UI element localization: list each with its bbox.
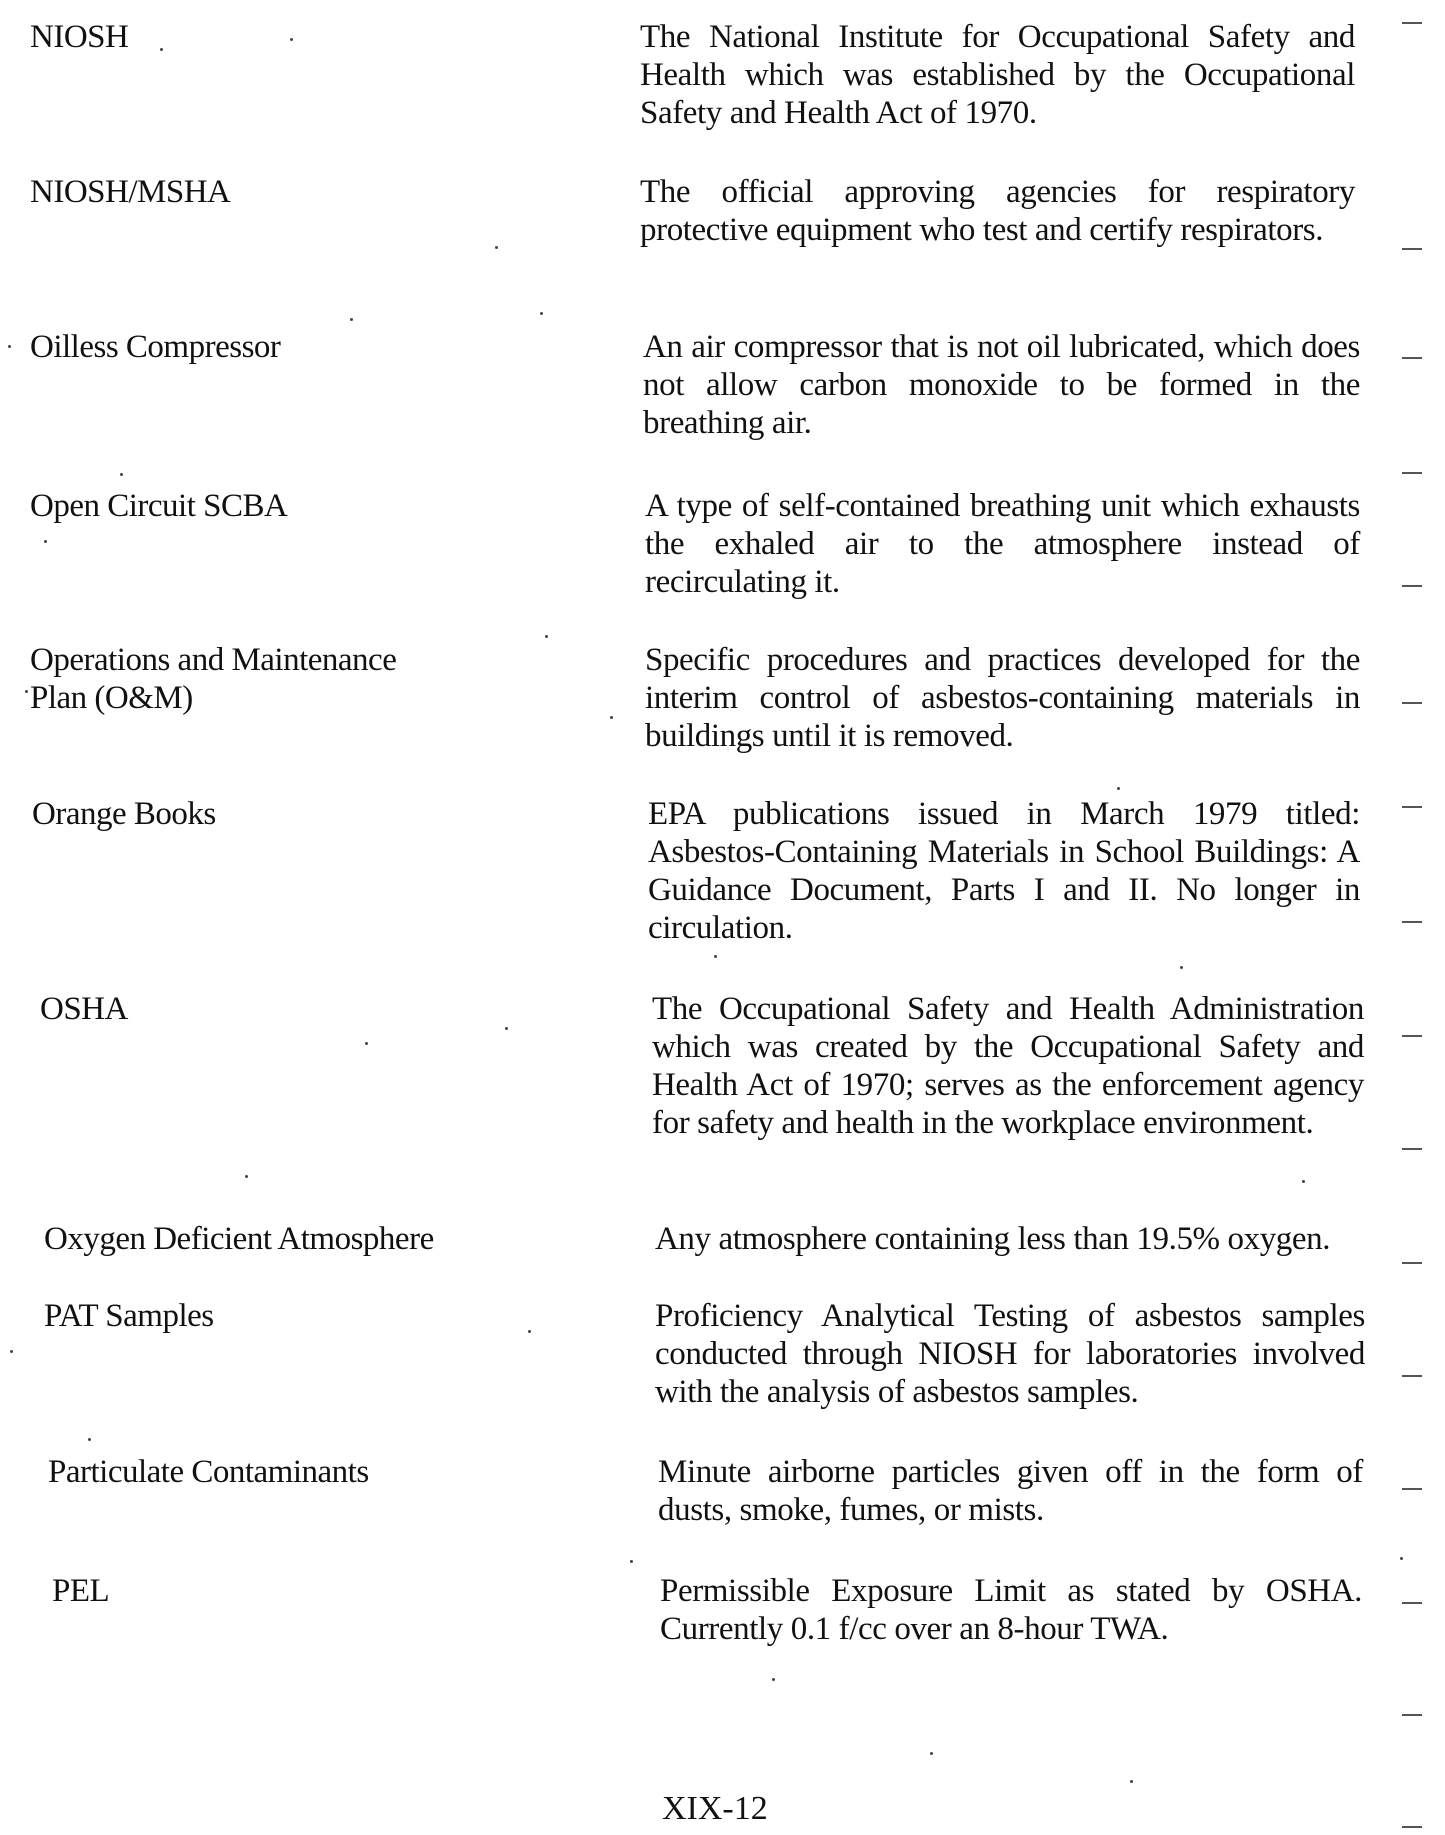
margin-mark bbox=[1402, 702, 1422, 704]
scan-speck bbox=[160, 48, 163, 51]
scan-speck bbox=[44, 540, 47, 543]
scan-speck bbox=[365, 1042, 368, 1045]
glossary-term: OSHA bbox=[40, 991, 128, 1027]
margin-mark bbox=[1402, 585, 1422, 587]
glossary-term: NIOSH/MSHA bbox=[30, 174, 231, 210]
scan-speck bbox=[350, 318, 353, 321]
glossary-definition: EPA publications issued in March 1979 titled: Asbestos-Containing Materials in School Buildings: A Guidance Document, Parts I and II. No longer in circulation. bbox=[648, 796, 1360, 946]
glossary-term: Oilless Compressor bbox=[30, 329, 281, 365]
scan-speck bbox=[630, 1560, 633, 1563]
glossary-term: Open Circuit SCBA bbox=[30, 488, 288, 524]
margin-mark bbox=[1402, 1826, 1422, 1828]
margin-mark bbox=[1402, 806, 1422, 808]
scan-speck bbox=[1117, 787, 1120, 790]
scan-speck bbox=[8, 345, 11, 348]
scan-speck bbox=[245, 1175, 248, 1178]
glossary-definition: An air compressor that is not oil lubricated, which does not allow carbon monoxide to be formed in the breathing air. bbox=[643, 329, 1360, 441]
glossary-definition: Minute airborne particles given off in the form of dusts, smoke, fumes, or mists. bbox=[658, 1454, 1363, 1528]
margin-mark bbox=[1402, 1602, 1422, 1604]
scan-speck bbox=[545, 635, 548, 638]
scan-speck bbox=[1302, 1180, 1305, 1183]
margin-mark bbox=[1402, 357, 1422, 359]
margin-mark bbox=[1402, 1262, 1422, 1264]
glossary-term: NIOSH bbox=[30, 19, 129, 55]
margin-mark bbox=[1402, 1714, 1422, 1716]
scan-speck bbox=[10, 1350, 13, 1353]
scan-speck bbox=[528, 1330, 531, 1333]
glossary-term: PAT Samples bbox=[44, 1298, 214, 1334]
scan-speck bbox=[120, 473, 123, 476]
glossary-term: Oxygen Deficient Atmosphere bbox=[44, 1221, 434, 1257]
glossary-definition: The National Institute for Occupational Safety and Health which was established by the Occupational Safety and Health Act of 1970. bbox=[640, 19, 1355, 131]
scan-speck bbox=[495, 246, 498, 249]
scan-speck bbox=[1130, 1780, 1133, 1783]
scan-speck bbox=[540, 312, 543, 315]
glossary-term: Particulate Contaminants bbox=[48, 1454, 369, 1490]
scan-speck bbox=[772, 1678, 775, 1681]
glossary-definition: A type of self-contained breathing unit which exhausts the exhaled air to the atmosphere instead of recirculating it. bbox=[645, 488, 1360, 600]
scan-speck bbox=[25, 690, 28, 693]
glossary-term: PEL bbox=[52, 1573, 110, 1609]
glossary-definition: The Occupational Safety and Health Administration which was created by the Occupational Safety and Health Act of 1970; serves as the enforcement agency for safety and health in the workplace environment. bbox=[652, 991, 1364, 1141]
scan-speck bbox=[930, 1752, 933, 1755]
scan-speck bbox=[88, 1438, 91, 1441]
scan-speck bbox=[1180, 966, 1183, 969]
margin-mark bbox=[1402, 248, 1422, 250]
scan-speck bbox=[1400, 1557, 1403, 1560]
glossary-definition: The official approving agencies for respiratory protective equipment who test and certify respirators. bbox=[640, 174, 1355, 248]
margin-mark bbox=[1402, 921, 1422, 923]
glossary-definition: Proficiency Analytical Testing of asbestos samples conducted through NIOSH for laboratories involved with the analysis of asbestos samples. bbox=[655, 1298, 1365, 1410]
scan-speck bbox=[505, 1027, 508, 1030]
margin-mark bbox=[1402, 1488, 1422, 1490]
page-number: XIX-12 bbox=[662, 1790, 768, 1827]
glossary-definition: Any atmosphere containing less than 19.5% oxygen. bbox=[655, 1221, 1331, 1257]
margin-mark bbox=[1402, 1035, 1422, 1037]
scan-speck bbox=[610, 716, 613, 719]
scan-speck bbox=[290, 38, 293, 41]
margin-mark bbox=[1402, 1375, 1422, 1377]
scan-speck bbox=[714, 955, 717, 958]
margin-mark bbox=[1402, 1148, 1422, 1150]
glossary-term: Operations and Maintenance Plan (O&M) bbox=[30, 642, 397, 716]
glossary-definition: Specific procedures and practices developed for the interim control of asbestos-containing materials in buildings until it is removed. bbox=[645, 642, 1360, 754]
margin-mark bbox=[1402, 472, 1422, 474]
margin-mark bbox=[1402, 22, 1422, 24]
glossary-term: Orange Books bbox=[32, 796, 216, 832]
glossary-definition: Permissible Exposure Limit as stated by OSHA. Currently 0.1 f/cc over an 8-hour TWA. bbox=[660, 1573, 1362, 1647]
